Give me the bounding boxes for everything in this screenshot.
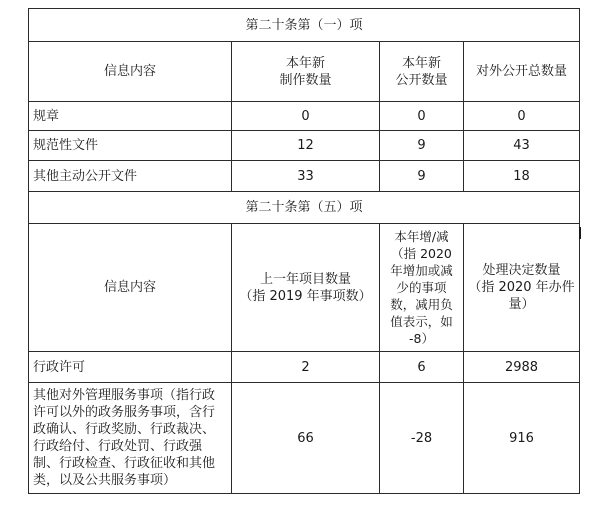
section2-title: 第二十条第（五）项 bbox=[29, 192, 580, 224]
s1-header-new-made: 本年新 制作数量 bbox=[232, 42, 380, 102]
cell-value: 2 bbox=[232, 352, 380, 383]
cell-value: 0 bbox=[380, 102, 464, 131]
table-row bbox=[29, 102, 580, 131]
row-label: 其他对外管理服务事项（指行政许可以外的政务服务事项，含行政确认、行政奖励、行政裁决、行政给付、行政处罚、行政强制、行政检查、行政征收和其他类，以及公共服务事项） bbox=[29, 383, 232, 494]
section1-title-row bbox=[29, 9, 580, 42]
row-label: 其他主动公开文件 bbox=[29, 161, 232, 192]
cell-value: 2988 bbox=[464, 352, 580, 383]
table-row bbox=[29, 131, 580, 161]
s1-header-total-public: 对外公开总数量 bbox=[464, 42, 580, 102]
disclosure-table bbox=[28, 8, 580, 494]
s1-header-new-public: 本年新 公开数量 bbox=[380, 42, 464, 102]
table-row bbox=[29, 383, 580, 494]
cell-value: 9 bbox=[380, 131, 464, 161]
cell-value: 0 bbox=[464, 102, 580, 131]
table-row bbox=[29, 352, 580, 383]
cell-value: 916 bbox=[464, 383, 580, 494]
section2-title-row bbox=[29, 192, 580, 224]
section1-title: 第二十条第（一）项 bbox=[29, 9, 580, 42]
cell-value: 66 bbox=[232, 383, 380, 494]
s1-header-content: 信息内容 bbox=[29, 42, 232, 102]
cell-value: 6 bbox=[380, 352, 464, 383]
row-label: 行政许可 bbox=[29, 352, 232, 383]
s2-header-prev-year: 上一年项目数量 （指 2019 年事项数） bbox=[232, 224, 380, 352]
s2-header-content: 信息内容 bbox=[29, 224, 232, 352]
s2-header-decisions: 处理决定数量 （指 2020 年办件 量） bbox=[464, 224, 580, 352]
cell-value: 43 bbox=[464, 131, 580, 161]
section2-header-row bbox=[29, 224, 580, 352]
cell-value: 12 bbox=[232, 131, 380, 161]
s2-header-change: 本年增/减 （指 2020 年增加或减 少的事项 数，减用负 值表示，如 -8） bbox=[380, 224, 464, 352]
cell-value: 9 bbox=[380, 161, 464, 192]
row-label: 规章 bbox=[29, 102, 232, 131]
cell-value: 18 bbox=[464, 161, 580, 192]
section1-header-row bbox=[29, 42, 580, 102]
table-row bbox=[29, 161, 580, 192]
cell-value: 33 bbox=[232, 161, 380, 192]
cell-value: -28 bbox=[380, 383, 464, 494]
cell-value: 0 bbox=[232, 102, 380, 131]
border-mark bbox=[579, 227, 581, 239]
row-label: 规范性文件 bbox=[29, 131, 232, 161]
